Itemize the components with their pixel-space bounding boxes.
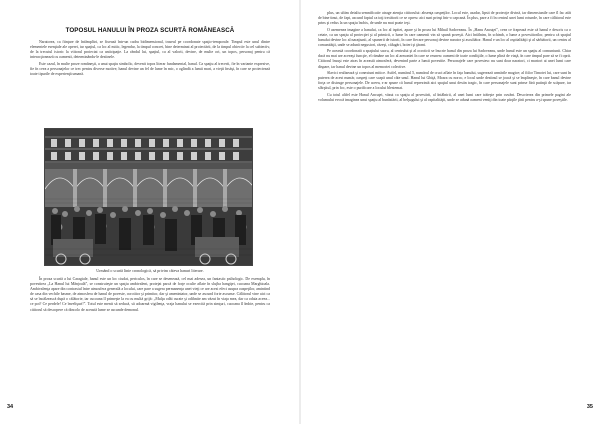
article-title: TOPOSUL HANULUI ÎN PROZA SCURTĂ ROMÂNEASCĂ [65, 27, 235, 34]
figure-caption: Urmând o scurtă linie cronologică, să privim câteva hanuri literare. [96, 268, 204, 273]
paragraph: În proza scurtă a lui Caragiale, hanul este un loc ciudat, periculos, în care se desenează, cel mai adesea, un fantastic psihologic. De exemplu, în povestirea „La Hanul lui Mânjoală”, se construieşte un spaţiu ambivalent, protejat parcă de forţe oculte aflate în slujba hangiţei, cucoana Marghioala. Ambivalenţa apare din contrastul între atmosfera generală a locului, care pare a sugera permanenţa unei vieţi ce are acest efect asupra oaspeţilor, amintind de casa din vechile basme, de atmosfera de hanul de poveste, ocrotitor şi primitor, dar şi amenintator, unde se ascund forte ascunse. Călătorul vine aici ca să se încălzească după o călătorie, iar cucoana îl primeşte la ea cu multă grijă: „Mulţu odăi curate şi odihnite am văzut în viaţa mea, dar ca odaia aceea... ce pot? Ce perdele! Ce învelişuri!”. Totul este menit să seducă, să adoarmă vigilenţa, vraja hanului se exercită prin simţuri, cucoana îl îmbie, pentru ca cititorul să descopere că dincolo de această lume se ascunde demonul. [30, 277, 270, 312]
paragraph: Naratorea, ca fiinţare de întâmplări, se fixează într-un cadru bidimensional, traseul pe coordonate spaţio-temporale. Timpul este unul dintre elementele esenţiale ale operei, iar spaţiul, ca loc al mitic, legendar, la timpul concret, bine determinat al proiectării, de la timpul obiectiv la cel subiectiv, de la trecutul istoric la viitorul proiectat ca anticipaţie. La rândul lui, spaţiul, ca al valorii, devine, de multe ori, un topos, personaj pentru că interacţionează cu oamenii, determinându-le destinele. [30, 40, 270, 60]
paragraph: O asemenea imagine a hanului, ca loc al ispitei, apare şi în proza lui Mihail Sadoveanu. În „Hanu Ancuţei”, ceea ce frapează este că hanul e descris ca o cetate, ca un spaţiu al protecţiei şi al primirii, o lume în care oamenii vin să spună poveşti. Aici întâlnim, în schimb, o lume a povestitorilor, pentru că spaţiul hanului devine loc al naraţiunii, al spunerii de istorii, în care fiecare personaj devine narator şi ascultător. Hanul e un loc al ospitalităţii şi al sărbătorii, un centru al comunităţii, unde se adună negustori, răzeşi, călugări, boieri şi ţărani. [318, 27, 571, 47]
page-number-right: 35 [586, 404, 593, 410]
right-page [300, 0, 600, 424]
paragraph: Cu totul altfel este Hanul Ancuţei, văzut ca spaţiu al povestirii, al întâlnirii, al unei lumi care trăieşte prin cuvânt. Descrierea din primele pagini ale volumului evocă imaginea unui spaţiu al bunăstării, al belşugului şi al ospitalităţii, unde se adună oameni veniţi din toate părţile ţării pentru a-şi spune poveştile. [318, 92, 571, 102]
paragraph: Este cazul, în multe proze româneşti, a unui spaţiu simbolic, devenit topos literar fundamental, hanul. Ca spaţiu al trecerii, fie în variante expresive, fie în ceea a personajelor ce trec pentru diverse motive, hanul devine un fel de lume în mic, o oglindă a lumii mari, a vieţii însăşi, în care se proiectează toate tipurile de experienţă umană. [30, 61, 270, 76]
engraving-figure [44, 128, 253, 266]
paragraph: Slavici realizează şi conexiuni mitice. Astfel, numărul 5, numărul de cruci aflate în faţa hanului, sugerează urmările magice; al fiilor Timotei lui, care sunt în puterea de acest număr, oaspeţi care scapă unul câte unul. Hanul lui Ghiţă, Moara cu noroc, e locul unde destinul se joacă şi se împlineşte, în care banul devine forţa ce distruge personajele. De aceea, s-ar spune că hanul reprezintă aici spaţiul unui destin tragic, în care personajele sunt prinse fără putinţă de scăpare, iar sfârşitul, prin foc, este o purificare a locului blestemat. [318, 70, 571, 91]
paragraph: Pe această coordonată a spaţiului sacru, al centrului şi al ocrotirii se înscrie hanul din proza lui Sadoveanu, unde hanul este un spaţiu al comuniunii. Chiar dacă nu mai are aceeaşi funcţie, el rămâne un loc al armoniei în care se reunesc oameni de toate condiţiile, o lume plină de viaţă, în care timpul pare să se fi oprit. Cititorul însuşi este atras în această atmosferă, devenind parte a lumii povestite. Personajele care povestesc nu sunt doar naratori, ci martori ai unei lumi care dispare, iar hanul devine un topos al memoriei colective. [318, 49, 571, 69]
page-number-left: 34 [7, 404, 14, 410]
paragraph: plus, un ultim detaliu semnificativ atrage atenţia cititorului: absenţa oaspeţilor. Locul este, asadar, lipsit de protecţie divină, iar dimensiunile care îl fac atât de bine tinut, de fapt, ascund faptul ca toţi trecătorii ce se opresc aici sunt prinşi într-o capcană. În plus, pare a fi în centrul unei lumi rotunde, în care călătorul este prins şi redus la un spaţiu închis, de unde nu mai poate ieşi. [318, 11, 571, 26]
engraving-image [45, 129, 252, 265]
right-column [318, 11, 571, 104]
body-column [30, 277, 270, 314]
intro-column [30, 40, 270, 78]
